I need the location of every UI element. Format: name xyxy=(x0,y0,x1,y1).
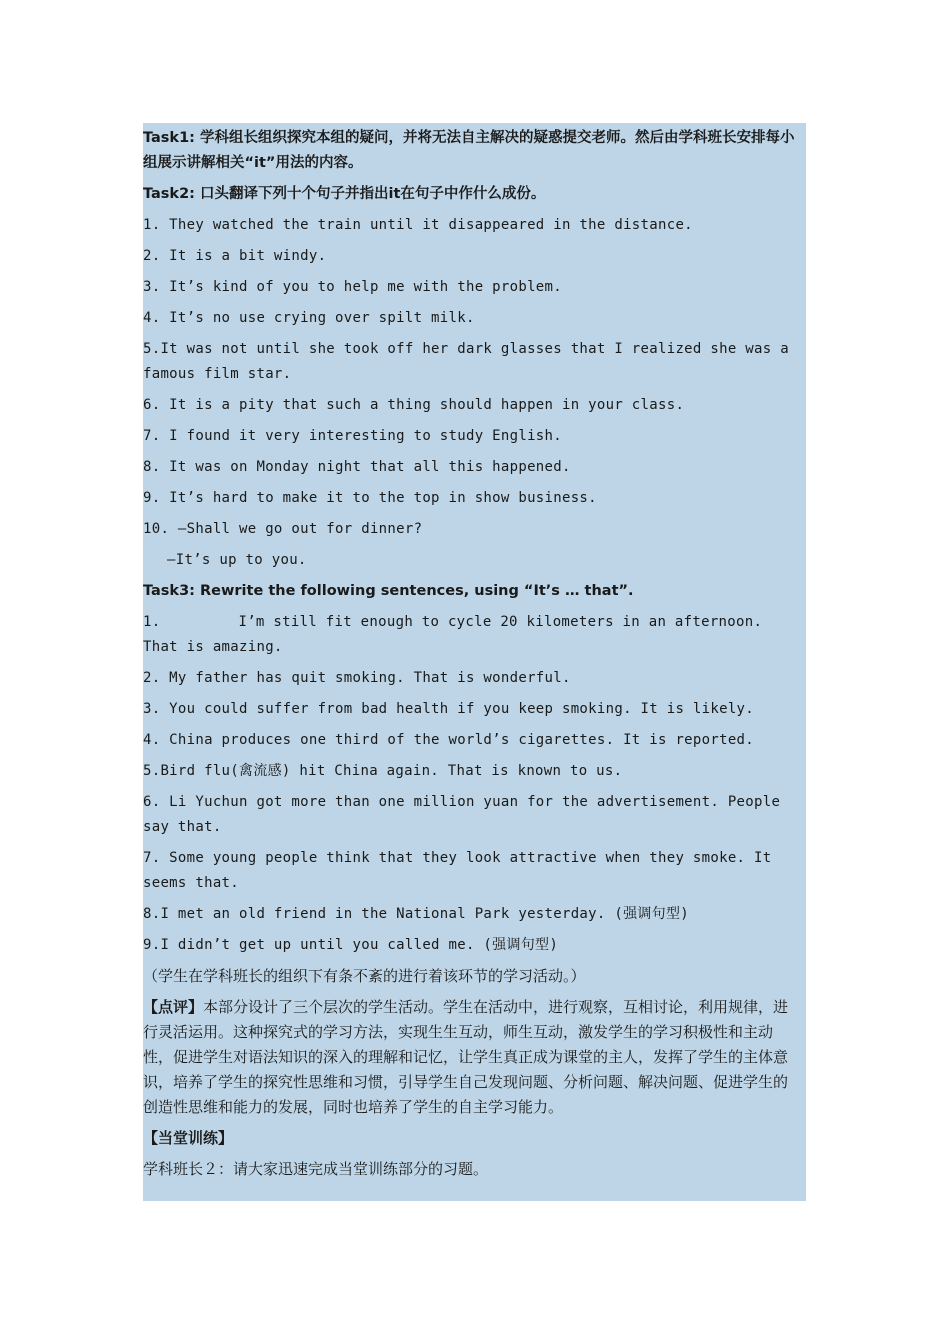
rewrite-9: 9.I didn’t get up until you called me. (强调句型) xyxy=(143,937,559,953)
comment-text: 本部分设计了三个层次的学生活动。学生在活动中，进行观察，互相讨论，利用规律，进行灵活运用。这种探究式的学习方法，实现生生互动，师生互动，激发学生的学习积极性和主动性，促进学生对语法知识的深入的理解和记忆，让学生真正成为课堂的主人，发挥了学生的主体意识，培养了学生的探究性思维和习惯，引导学生自己发现问题、分析问题、解决问题、促进学生的创造性思维和能力的发展，同时也培养了学生的自主学习能力。 xyxy=(143,998,789,1116)
rewrite-8: 8.I met an old friend in the National Park yesterday. (强调句型) xyxy=(143,906,690,922)
sentence-5: 5.It was not until she took off her dark glasses that I realized she was a famous film star. xyxy=(143,341,789,382)
rewrite-6: 6. Li Yuchun got more than one million yuan for the advertisement. People say that. xyxy=(143,794,781,835)
rewrite-1-number: 1. xyxy=(143,614,161,630)
rewrite-7: 7. Some young people think that they look attractive when they smoke. It seems that. xyxy=(143,850,772,891)
sentence-10: 10. —Shall we go out for dinner? xyxy=(143,521,423,537)
comment-paragraph xyxy=(143,995,799,1120)
rewrite-2: 2. My father has quit smoking. That is wonderful. xyxy=(143,670,571,686)
sentence-1: 1. They watched the train until it disappeared in the distance. xyxy=(143,217,693,233)
task2-heading: Task2: 口头翻译下列十个句子并指出it在句子中作什么成份。 xyxy=(143,186,546,202)
sentence-3: 3. It’s kind of you to help me with the problem. xyxy=(143,279,562,295)
task1-paragraph: Task1: 学科组长组织探究本组的疑问，并将无法自主解决的疑惑提交老师。然后由学科班长安排每小组展示讲解相关“it”用法的内容。 xyxy=(143,130,795,171)
rewrite-1-text: I’m still fit enough to cycle 20 kilometers in an afternoon. That is amazing. xyxy=(143,614,763,655)
task3-heading: Task3: Rewrite the following sentences, using “It’s … that”. xyxy=(143,583,634,599)
sentence-10-reply: —It’s up to you. xyxy=(167,552,307,568)
rewrite-5: 5.Bird flu(禽流感) hit China again. That is known to us. xyxy=(143,763,623,779)
activity-note: （学生在学科班长的组织下有条不紊的进行着该环节的学习活动。） xyxy=(143,967,586,985)
rewrite-4: 4. China produces one third of the world’s cigarettes. It is reported. xyxy=(143,732,755,748)
sentence-6: 6. It is a pity that such a thing should happen in your class. xyxy=(143,397,685,413)
document-body xyxy=(143,126,799,1188)
rewrite-3: 3. You could suffer from bad health if you keep smoking. It is likely. xyxy=(143,701,755,717)
sentence-7: 7. I found it very interesting to study English. xyxy=(143,428,562,444)
sentence-8: 8. It was on Monday night that all this happened. xyxy=(143,459,571,475)
sentence-4: 4. It’s no use crying over spilt milk. xyxy=(143,310,475,326)
rewrite-1 xyxy=(143,610,799,660)
training-heading: 【当堂训练】 xyxy=(143,1129,234,1147)
sentence-9: 9. It’s hard to make it to the top in show business. xyxy=(143,490,597,506)
training-text: 学科班长２：请大家迅速完成当堂训练部分的习题。 xyxy=(143,1160,489,1178)
sentence-2: 2. It is a bit windy. xyxy=(143,248,327,264)
comment-label: 【点评】 xyxy=(143,998,204,1016)
